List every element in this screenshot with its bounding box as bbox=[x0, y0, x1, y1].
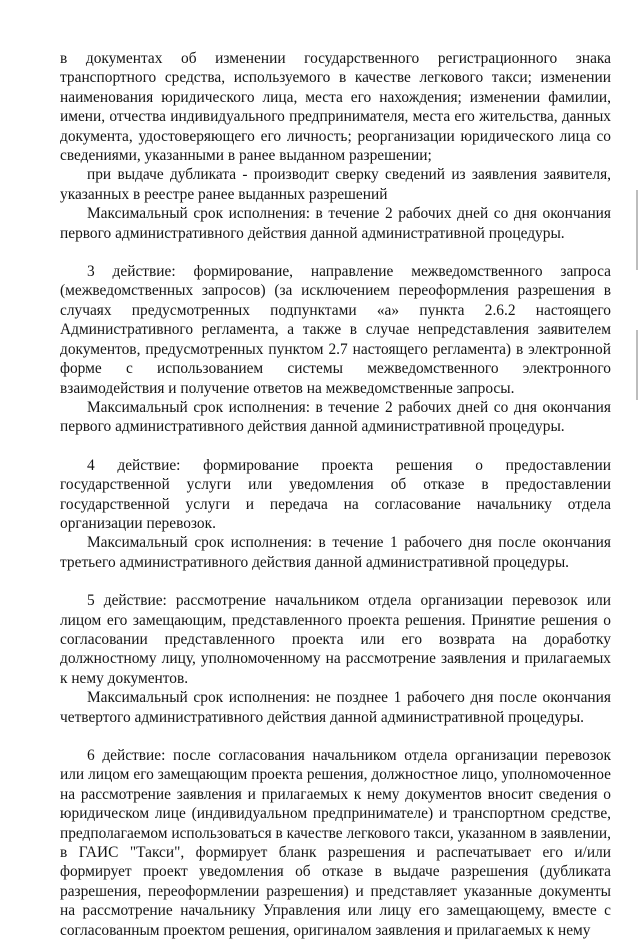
paragraph-action-6: 6 действие: после согласования начальником отдела организации перевозок или лицом его замещающим проекта решения, должностное лицо, уполномоченное на рассмотрение заявления и прилагаемых к нему документов вносит сведения о юридическом лице (индивидуальном предпринимателе) и транспортном средстве, предполагаемом использоваться в качестве легкового такси, указанном в заявлении, в ГАИС "Такси", формирует бланк разрешения и распечатывает его и/или формирует проект уведомления об отказе в выдаче разрешения (дубликата разрешения, переоформлении разрешения) и представляет указанные документы на рассмотрение начальнику Управления или лицу его замещающему, вместе с согласованным проектом решения, оригиналом заявления и прилагаемых к нему bbox=[60, 747, 611, 939]
paragraph-action-5: 5 действие: рассмотрение начальником отдела организации перевозок или лицом его замещающим, представленного проекта решения. Принятие решения о согласовании представленного проекта или его возврата на доработку должностному лицу, уполномоченному на рассмотрение заявления и прилагаемых к нему документов. bbox=[60, 592, 611, 687]
paragraph-deadline-3: Максимальный срок исполнения: в течение 1 рабочего дня после окончания третьего административного действия данной административной процедуры. bbox=[60, 534, 611, 571]
document-page bbox=[60, 49, 611, 940]
paragraph-deadline-4: Максимальный срок исполнения: не позднее 1 рабочего дня после окончания четвертого административного действия данной административной процедуры. bbox=[60, 689, 611, 726]
paragraph-action-3: 3 действие: формирование, направление межведомственного запроса (межведомственных запросов) (за исключением переоформления разрешения в случаях предусмотренных подпунктами «а» пункта 2.6.2 настоящего Административного регламента, а также в случае непредставления заявителем документов, предусмотренных пунктом 2.7 настоящего регламента) в электронной форме с использованием системы межведомственного электронного взаимодействия и получение ответов на межведомственные запросы. bbox=[60, 263, 611, 397]
paragraph-action-4: 4 действие: формирование проекта решения о предоставлении государственной услуги или уведомления об отказе в предоставлении государственной услуги и передача на согласование начальнику отдела организации перевозок. bbox=[60, 456, 611, 532]
paragraph-deadline-1: Максимальный срок исполнения: в течение 2 рабочих дней со дня окончания первого административного действия данной административной процедуры. bbox=[60, 205, 611, 242]
scan-margin-mark bbox=[636, 190, 638, 270]
paragraph-deadline-2: Максимальный срок исполнения: в течение 2 рабочих дней со дня окончания первого административного действия данной административной процедуры. bbox=[60, 398, 611, 436]
paragraph-document-changes: в документах об изменении государственного регистрационного знака транспортного средства, используемого в качестве легкового такси; изменении наименования юридического лица, места его нахождения; изменении фамилии, имени, отчества индивидуального предпринимателя, места его жительства, данных документа, удостоверяющего его личность; реорганизации юридического лица со сведениями, указанными в ранее выданном разрешении; bbox=[60, 50, 611, 165]
paragraph-duplicate-check: при выдаче дубликата - производит сверку сведений из заявления заявителя, указанных в реестре ранее выданных разрешений bbox=[60, 166, 611, 203]
scan-margin-mark bbox=[636, 330, 638, 400]
